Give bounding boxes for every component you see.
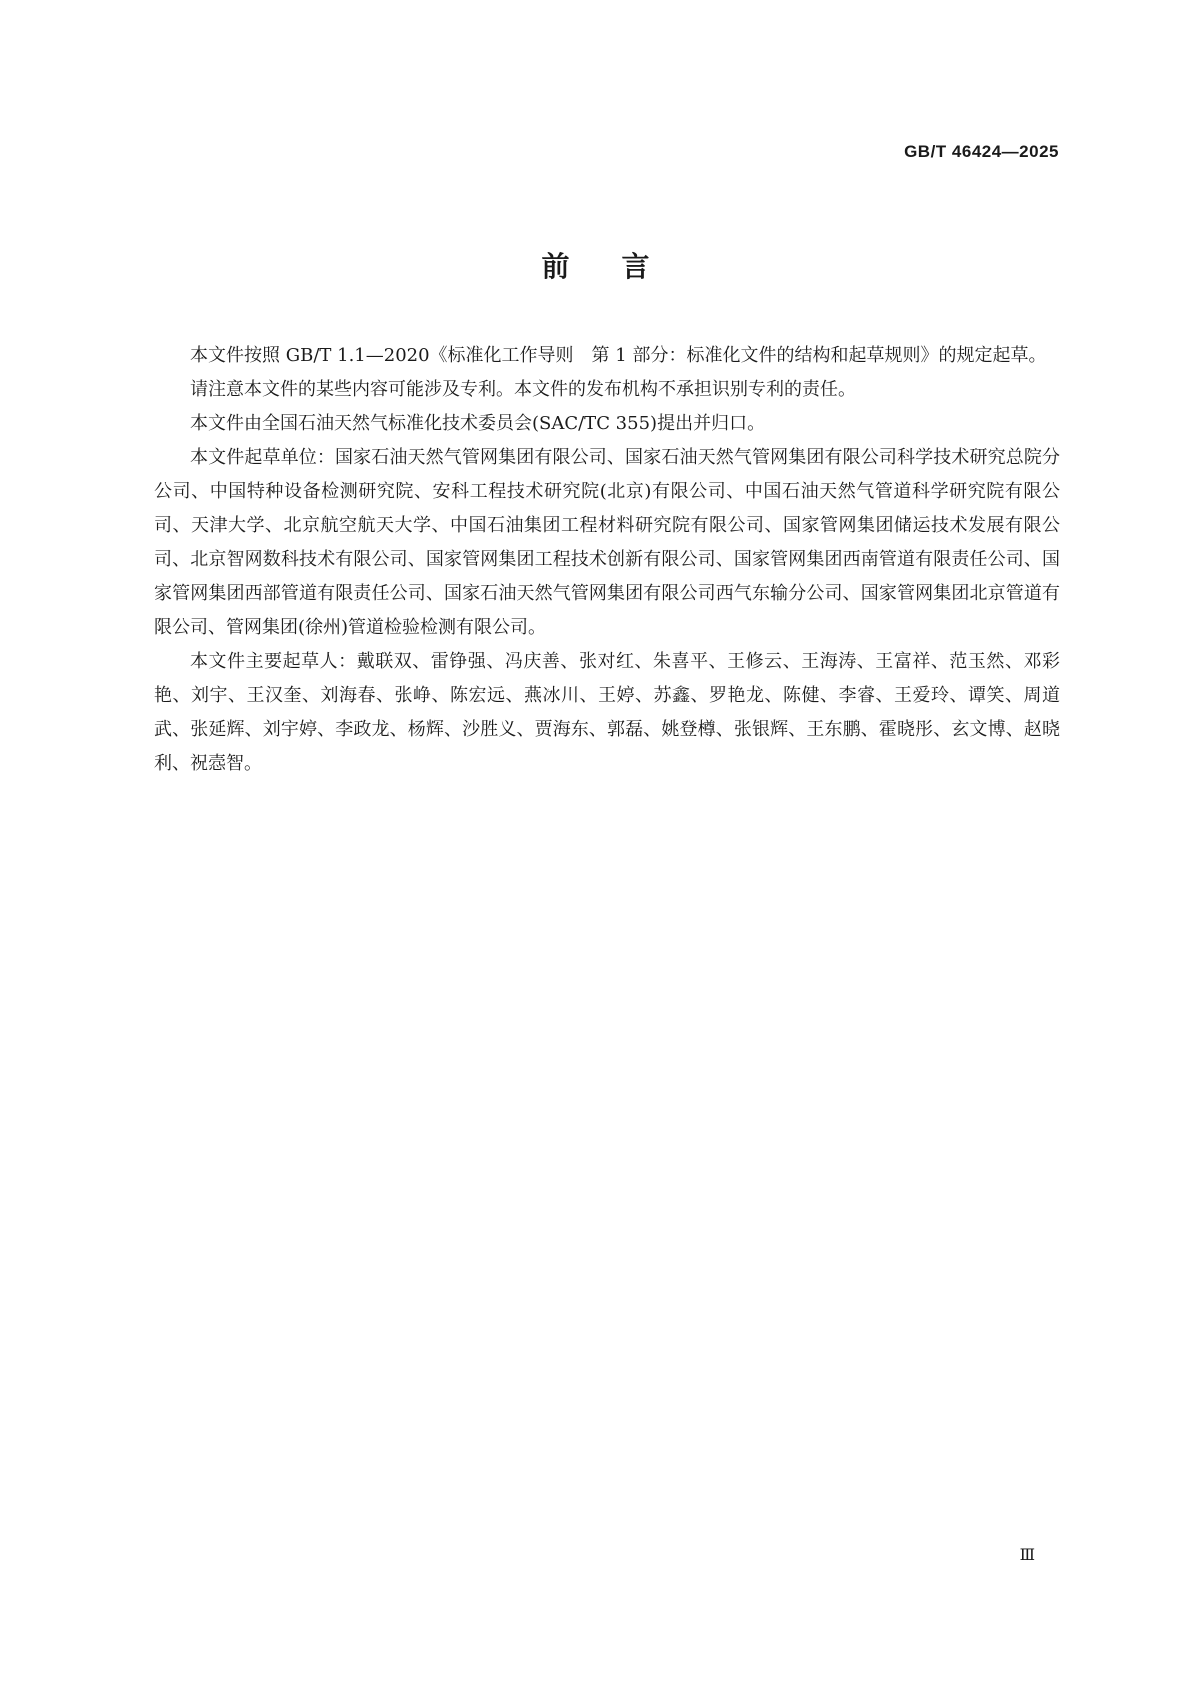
paragraph-patent-notice: 请注意本文件的某些内容可能涉及专利。本文件的发布机构不承担识别专利的责任。 (190, 379, 856, 400)
paragraph-drafting-rules: 本文件按照 GB/T 1.1—2020《标准化工作导则 第 1 部分：标准化文件的结构和起草规则》的规定起草。 (190, 345, 1047, 366)
page-number: Ⅲ (1019, 1545, 1035, 1564)
paragraph-proposer: 本文件由全国石油天然气标准化技术委员会(SAC/TC 355)提出并归口。 (190, 413, 766, 434)
preface-body (154, 339, 1060, 781)
standard-number: GB/T 46424—2025 (904, 142, 1059, 161)
paragraph-drafters: 本文件主要起草人：戴联双、雷铮强、冯庆善、张对红、朱喜平、王修云、王海涛、王富祥、范玉然、邓彩艳、刘宇、王汉奎、刘海春、张峥、陈宏远、燕冰川、王婷、苏鑫、罗艳龙、陈健、李睿、王爱玲、谭笑、周道武、张延辉、刘宇婷、李政龙、杨辉、沙胜义、贾海东、郭磊、姚登樽、张银辉、王东鹏、霍晓彤、玄文博、赵晓利、祝悫智。 (154, 651, 1060, 774)
paragraph-drafting-units: 本文件起草单位：国家石油天然气管网集团有限公司、国家石油天然气管网集团有限公司科学技术研究总院分公司、中国特种设备检测研究院、安科工程技术研究院(北京)有限公司、中国石油天然气管道科学研究院有限公司、天津大学、北京航空航天大学、中国石油集团工程材料研究院有限公司、国家管网集团储运技术发展有限公司、北京智网数科技术有限公司、国家管网集团工程技术创新有限公司、国家管网集团西南管道有限责任公司、国家管网集团西部管道有限责任公司、国家石油天然气管网集团有限公司西气东输分公司、国家管网集团北京管道有限公司、管网集团(徐州)管道检验检测有限公司。 (154, 447, 1060, 638)
page-title: 前言 (541, 250, 702, 283)
